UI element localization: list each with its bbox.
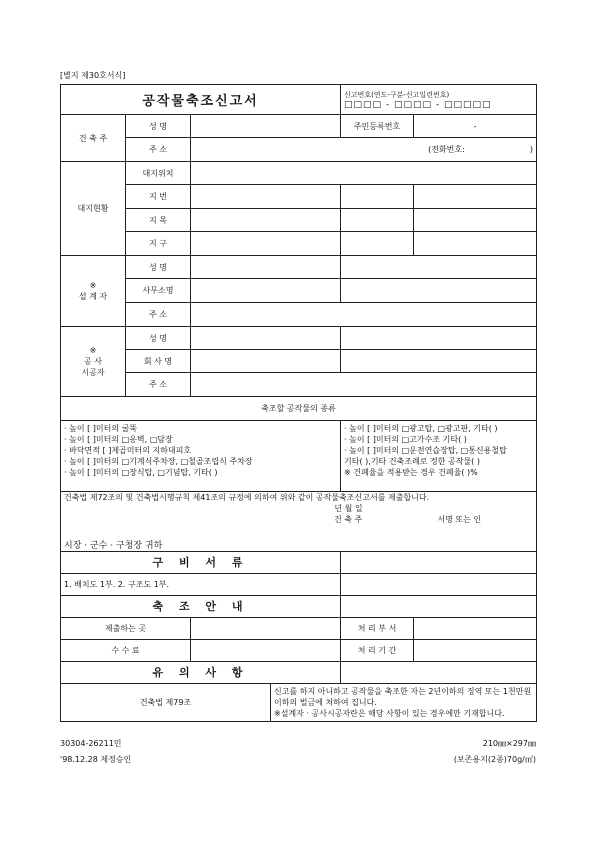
documents-items: 1. 배치도 1부. 2. 구조도 1부. [61,573,341,595]
builder-phone-close: ) [529,145,534,154]
notes-text-2: ※설계자 · 공사시공자란은 해당 사항이 있는 경우에만 기재합니다. [274,708,505,718]
type-water-tank[interactable]: · 높이 [ ]미터의 □고가수조 기타( ) [344,435,467,444]
type-parking[interactable]: · 높이 [ ]미터의 □기계식주차장, □철골조립식 주차장 [64,457,253,466]
guide-period-label: 처 리 기 간 [341,639,414,661]
declaration-date[interactable]: 년 월 일 [334,504,363,513]
addressee: 시장 · 군수 · 구청장 귀하 [61,538,537,552]
site-category-field-3[interactable] [414,209,537,232]
site-lot-field-1[interactable] [191,185,341,209]
builder-address-label: 주 소 [126,138,191,162]
notes-header-extra [341,661,537,683]
contractor-name-extra[interactable] [341,327,537,350]
footer-approval: '98.12.28 제정승인 [60,755,132,764]
type-monument[interactable]: · 높이 [ ]미터의 □장식탑, □기념탑, 기타( ) [64,468,218,477]
site-zone-field-1[interactable] [191,232,341,256]
structure-types-right [341,421,537,492]
contractor-label-1: 공 사 [84,357,102,366]
site-lot-field-3[interactable] [414,185,537,209]
designer-mark: ※ [89,281,97,290]
designer-name-field[interactable] [191,256,341,279]
contractor-mark: ※ [89,346,97,355]
form-number-label: [별지 제30호서식] [60,71,126,80]
builder-id-field[interactable] [414,115,537,138]
guide-dept-label: 처 리 부 서 [341,617,414,639]
footer-code: 30304-26211민 [60,739,122,748]
designer-label: 설 계 자 [78,292,108,301]
builder-section-label: 건 축 주 [61,115,126,162]
form-title: 공작물축조신고서 [61,85,341,115]
guide-fee-label: 수 수 료 [61,639,191,661]
contractor-name-label: 성 명 [126,327,191,350]
footer-size: 210㎜×297㎜ [482,739,536,748]
type-coverage-ratio[interactable]: ※ 건폐율을 적용받는 경우 건폐율( )% [344,468,478,477]
builder-name-label: 성 명 [126,115,191,138]
designer-office-label: 사무소명 [126,279,191,303]
site-category-field-1[interactable] [191,209,341,232]
documents-header-extra [341,551,537,573]
guide-period-field [414,639,537,661]
guide-fee-field [191,639,341,661]
type-chimney[interactable]: · 높이 [ ]미터의 굴뚝 [64,424,138,433]
type-shelter[interactable]: · 바닥면적 [ ]제곱미터의 지하대피호 [64,446,192,455]
builder-id-label: 주민등록번호 [341,115,414,138]
site-location-field[interactable] [191,162,537,185]
site-section-label: 대지현황 [61,162,126,256]
report-form [60,84,537,722]
site-zone-field-3[interactable] [414,232,537,256]
declaration-signer [64,514,533,525]
site-zone-field-2[interactable] [341,232,414,256]
designer-section-label [61,256,126,327]
site-category-label: 지 목 [126,209,191,232]
builder-id-dash: - [473,121,477,131]
designer-office-extra[interactable] [341,279,537,303]
report-number-cell [341,85,537,115]
notes-header: 유 의 사 항 [61,661,341,683]
notes-law: 건축법 제79조 [61,683,271,721]
type-tower[interactable]: · 높이 [ ]미터의 □운전연습장탑, □통신용철탑 [344,446,507,455]
designer-office-field[interactable] [191,279,341,303]
guide-header-extra [341,595,537,617]
declaration-signer-label: 건 축 주 [334,515,363,524]
contractor-address-label: 주 소 [126,373,191,397]
contractor-name-field[interactable] [191,327,341,350]
documents-items-extra [341,573,537,595]
type-retaining-wall[interactable]: · 높이 [ ]미터의 □옹벽, □담장 [64,435,173,444]
guide-submit-label: 제출하는 곳 [61,617,191,639]
notes-text-cell [271,683,537,721]
declaration-cell [61,492,537,538]
site-category-field-2[interactable] [341,209,414,232]
documents-header: 구 비 서 류 [61,551,341,573]
contractor-section-label [61,327,126,397]
guide-submit-field [191,617,341,639]
contractor-address-field[interactable] [191,373,537,397]
type-other[interactable]: 기타( ),기타 건축조례로 정한 공작물( ) [344,457,480,466]
designer-name-extra[interactable] [341,256,537,279]
site-zone-label: 지 구 [126,232,191,256]
contractor-company-extra[interactable] [341,350,537,373]
contractor-company-field[interactable] [191,350,341,373]
site-lot-field-2[interactable] [341,185,414,209]
guide-header: 축 조 안 내 [61,595,341,617]
structure-types-header: 축조할 공작물의 종류 [61,397,537,421]
declaration-text: 건축법 제72조의 및 건축법시행규칙 제41조의 규정에 의하여 위와 같이 공작물축조신고서를 제출합니다. [64,493,430,502]
builder-name-field[interactable] [191,115,341,138]
type-billboard[interactable]: · 높이 [ ]미터의 □광고탑, □광고판, 기타( ) [344,424,498,433]
designer-address-field[interactable] [191,303,537,327]
structure-types-left [61,421,341,492]
footer-paper: (보존용지(2종)70g/㎡) [453,755,536,764]
site-location-label: 대지위치 [126,162,191,185]
notes-text-1: 신고를 하지 아니하고 공작물을 축조한 자는 2년이하의 징역 또는 1천만원 이하의 벌금에 처하여 집니다. [274,686,532,707]
site-lot-label: 지 번 [126,185,191,209]
guide-dept-field [414,617,537,639]
report-number-label: 신고번호(연도-구분-신고일련번호) [344,90,450,99]
designer-name-label: 성 명 [126,256,191,279]
declaration-sign-label[interactable]: 서명 또는 인 [437,515,482,524]
contractor-label-2: 시공자 [81,368,105,377]
builder-address-field[interactable] [191,138,537,162]
contractor-company-label: 회 사 명 [126,350,191,373]
builder-phone-label: (전화번호: [428,145,465,154]
designer-address-label: 주 소 [126,303,191,327]
report-number-boxes: □□□□ - □□□□ - □□□□□ [344,99,492,110]
